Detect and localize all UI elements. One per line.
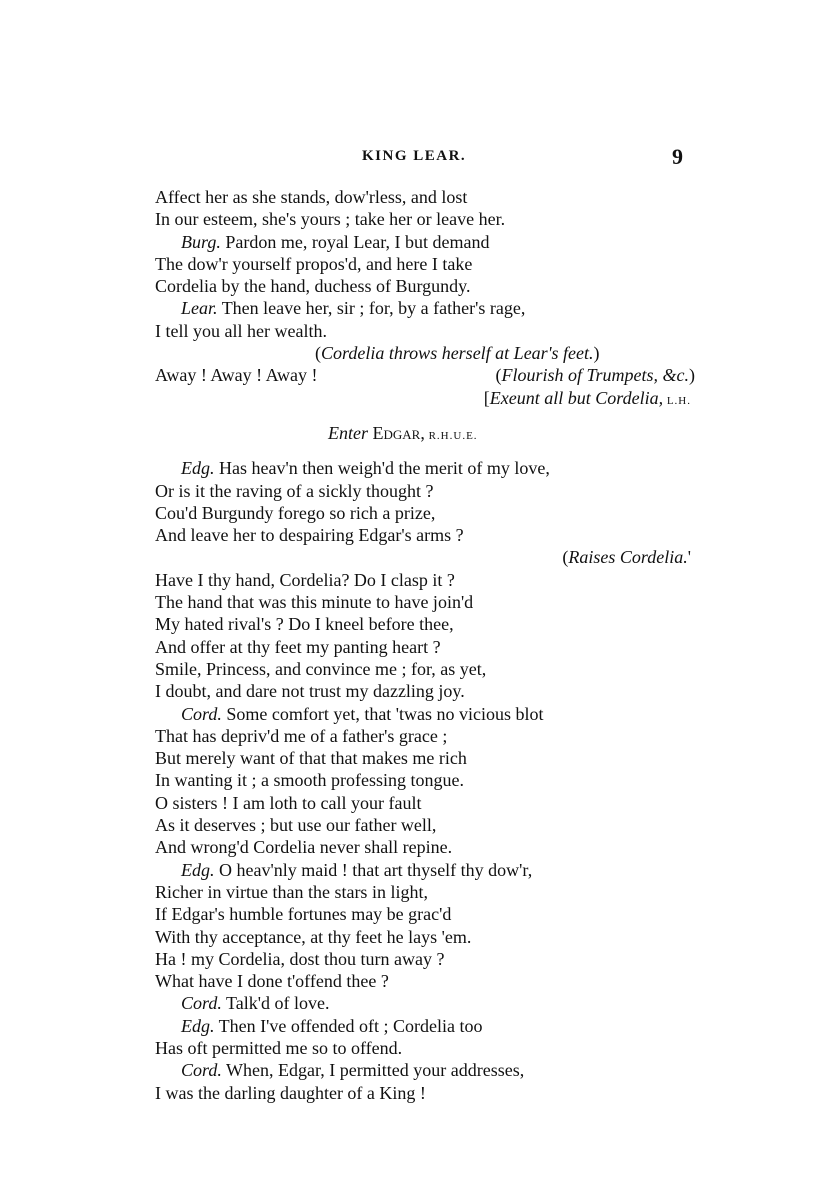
play-text (155, 186, 695, 1104)
speech-line (155, 231, 695, 253)
direction-text: Exeunt all but Cordelia, (489, 387, 664, 408)
speech-text: Talk'd of love. (221, 993, 330, 1014)
verse-line: Richer in virtue than the stars in light, (155, 881, 428, 902)
paren-close: ) (689, 365, 695, 386)
verse-line: Cordelia by the hand, duchess of Burgundy. (155, 276, 471, 297)
speech-text: O heav'nly maid ! that art thyself thy dow'r, (214, 859, 533, 880)
verse-line: Has oft permitted me so to offend. (155, 1037, 403, 1058)
verse-line: O sisters ! I am loth to call your fault (155, 792, 422, 813)
bracket-open: [ (483, 387, 490, 408)
stage-direction (155, 546, 695, 568)
direction-text: Raises Cordelia. (568, 547, 688, 568)
speech-line (155, 703, 695, 725)
running-head (0, 144, 840, 172)
verse-line: And wrong'd Cordelia never shall repine. (155, 837, 453, 858)
verse-line: I tell you all her wealth. (155, 320, 327, 341)
speaker-name: Lear. (181, 298, 218, 319)
verse-line: Affect her as she stands, dow'rless, and lost (155, 187, 468, 207)
verse-line: And offer at thy feet my panting heart ? (155, 636, 441, 657)
verse-line: As it deserves ; but use our father well, (155, 815, 437, 836)
stage-direction (495, 364, 695, 386)
verse-line: The dow'r yourself propos'd, and here I take (155, 253, 473, 274)
stage-position: L.H. (663, 394, 691, 407)
speech-line (155, 1015, 695, 1037)
speech-line (155, 297, 695, 319)
verse-line: Smile, Princess, and convince me ; for, as yet, (155, 658, 487, 679)
speaker-name: Burg. (181, 231, 221, 252)
verse-and-direction-line (155, 364, 695, 386)
verse-line: Or is it the raving of a sickly thought ? (155, 480, 434, 501)
paren-open: ( (562, 547, 569, 568)
speaker-name: Cord. (181, 1060, 222, 1081)
speech-line (155, 457, 695, 479)
running-title: KING LEAR. (362, 148, 467, 164)
verse-line: In wanting it ; a smooth professing tongue. (155, 770, 464, 791)
speech-text: Some comfort yet, that 'twas no vicious blot (221, 703, 544, 724)
verse-line: I was the darling daughter of a King ! (155, 1082, 426, 1103)
speaker-name: Edg. (181, 1015, 215, 1036)
speaker-name: Cord. (181, 703, 222, 724)
speaker-name: Edg. (181, 859, 215, 880)
verse-line: What have I done t'offend thee ? (155, 971, 389, 992)
page-number: 9 (672, 144, 683, 169)
paren-open: ( (495, 365, 502, 386)
verse-line: If Edgar's humble fortunes may be grac'd (155, 904, 452, 925)
verse-line: In our esteem, she's yours ; take her or leave her. (155, 209, 506, 230)
speech-line (155, 1059, 695, 1081)
entrance-direction (155, 422, 695, 444)
paren-close: ) (593, 343, 600, 364)
speech-text: Then I've offended oft ; Cordelia too (214, 1015, 483, 1036)
verse-text: Away ! Away ! Away ! (155, 365, 318, 386)
verse-line: Ha ! my Cordelia, dost thou turn away ? (155, 948, 445, 969)
speaker-name: Edg. (181, 458, 215, 479)
speech-text: Has heav'n then weigh'd the merit of my love, (214, 458, 550, 479)
verse-line: Have I thy hand, Cordelia? Do I clasp it ? (155, 569, 455, 590)
verse-line: Cou'd Burgundy forego so rich a prize, (155, 502, 436, 523)
verse-line: The hand that was this minute to have join'd (155, 592, 474, 613)
character-name: Cordelia (321, 343, 385, 364)
speech-text: Then leave her, sir ; for, by a father's rage, (217, 298, 526, 319)
character-name: Edgar, (368, 422, 425, 443)
direction-text: Flourish of Trumpets, &c. (501, 365, 689, 386)
speech-text: Pardon me, royal Lear, I but demand (220, 231, 490, 252)
speaker-name: Cord. (181, 993, 222, 1014)
verse-line: I doubt, and dare not trust my dazzling joy. (155, 681, 465, 702)
speech-text: When, Edgar, I permitted your addresses, (221, 1060, 525, 1081)
direction-text: throws herself at Lear's feet. (384, 343, 594, 364)
stage-direction (155, 342, 695, 364)
paren-open: ( (315, 343, 321, 364)
verse-line: With thy acceptance, at thy feet he lays 'em. (155, 926, 472, 947)
enter-word: Enter (328, 422, 368, 443)
paren-close: ' (687, 547, 691, 568)
exit-direction (155, 387, 695, 409)
verse-line: And leave her to despairing Edgar's arms ? (155, 525, 464, 546)
speech-line (155, 859, 695, 881)
verse-line: That has depriv'd me of a father's grace ; (155, 725, 448, 746)
verse-line: My hated rival's ? Do I kneel before thee, (155, 614, 454, 635)
speech-line (155, 992, 695, 1014)
verse-line: But merely want of that that makes me rich (155, 748, 467, 769)
stage-position: R.H.U.E. (424, 429, 478, 442)
